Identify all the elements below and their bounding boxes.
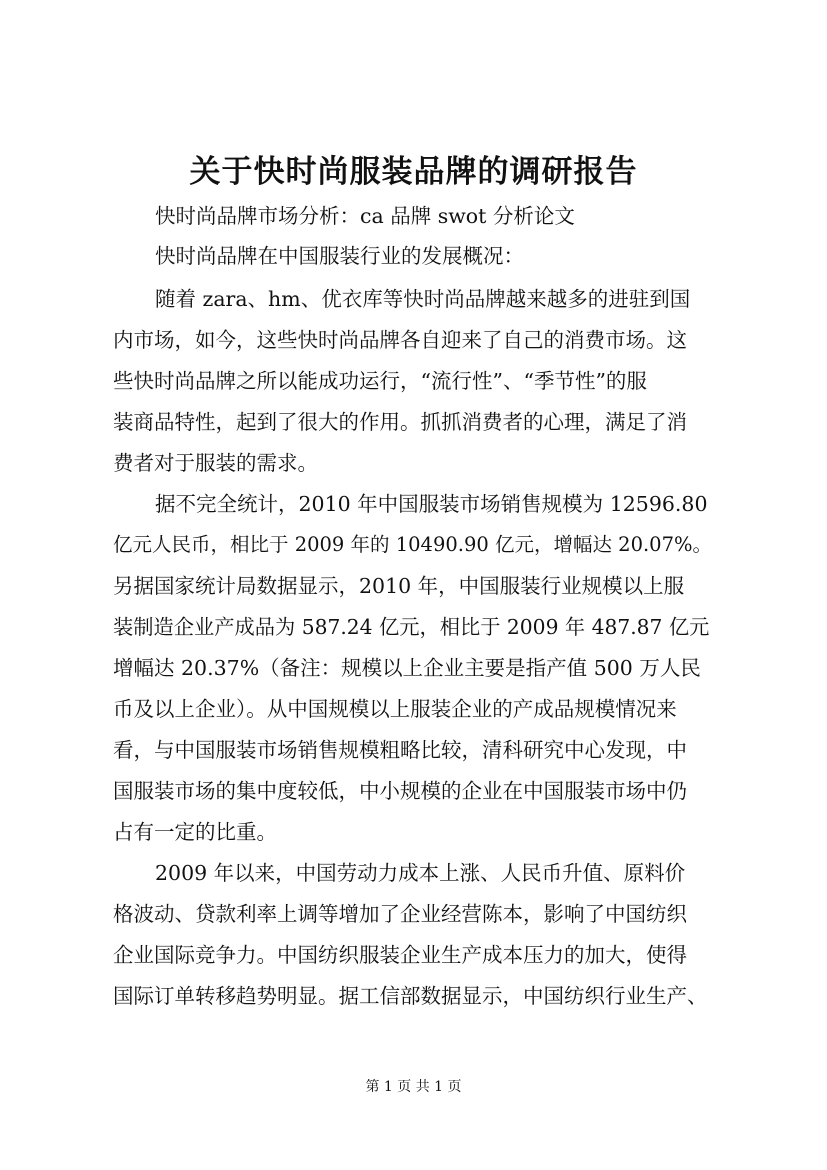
paragraph-line: 占有一定的比重。: [113, 820, 277, 844]
paragraph-line: 格波动、贷款利率上调等增加了企业经营陈本，影响了中国纺织: [113, 902, 687, 926]
paragraph-line: 2009 年以来，中国劳动力成本上涨、人民币升值、原料价: [155, 861, 686, 885]
subtitle-line: 快时尚品牌市场分析：ca 品牌 swot 分析论文: [155, 204, 575, 228]
paragraph-line: 企业国际竞争力。中国纺织服装企业生产成本压力的加大，使得: [113, 943, 687, 967]
paragraph-line: 国服装市场的集中度较低，中小规模的企业在中国服装市场中仍: [113, 779, 687, 803]
document-title: 关于快时尚服装品牌的调研报告: [189, 154, 638, 190]
paragraph-line: 币及以上企业）。从中国规模以上服装企业的产成品规模情况来: [113, 697, 677, 721]
paragraph-line: 据不完全统计，2010 年中国服装市场销售规模为 12596.80: [155, 492, 708, 516]
paragraph-line: 装制造企业产成品为 587.24 亿元，相比于 2009 年 487.87 亿元: [113, 615, 710, 639]
paragraph-line: 随着 zara、hm、优衣库等快时尚品牌越来越多的进驻到国: [155, 287, 691, 311]
paragraph-line: 看，与中国服装市场销售规模粗略比较，清科研究中心发现，中: [113, 738, 687, 762]
paragraph-line: 亿元人民币，相比于 2009 年的 10490.90 亿元，增幅达 20.07%。: [113, 533, 713, 556]
paragraph-line: 些快时尚品牌之所以能成功运行，“流行性”、“季节性”的服: [113, 369, 647, 393]
paragraph-line: 装商品特性，起到了很大的作用。抓抓消费者的心理，满足了消: [113, 410, 687, 434]
section-heading: 快时尚品牌在中国服装行业的发展概况：: [155, 244, 524, 268]
paragraph-line: 另据国家统计局数据显示，2010 年，中国服装行业规模以上服: [113, 574, 685, 598]
paragraph-line: 内市场，如今，这些快时尚品牌各自迎来了自己的消费市场。这: [113, 328, 687, 352]
paragraph-line: 费者对于服装的需求。: [113, 451, 318, 475]
paragraph-line: 增幅达 20.37%（备注：规模以上企业主要是指产值 500 万人民: [113, 656, 701, 680]
page-footer: 第 1 页 共 1 页: [365, 1079, 462, 1095]
paragraph-line: 国际订单转移趋势明显。据工信部数据显示，中国纺织行业生产、: [113, 984, 708, 1008]
